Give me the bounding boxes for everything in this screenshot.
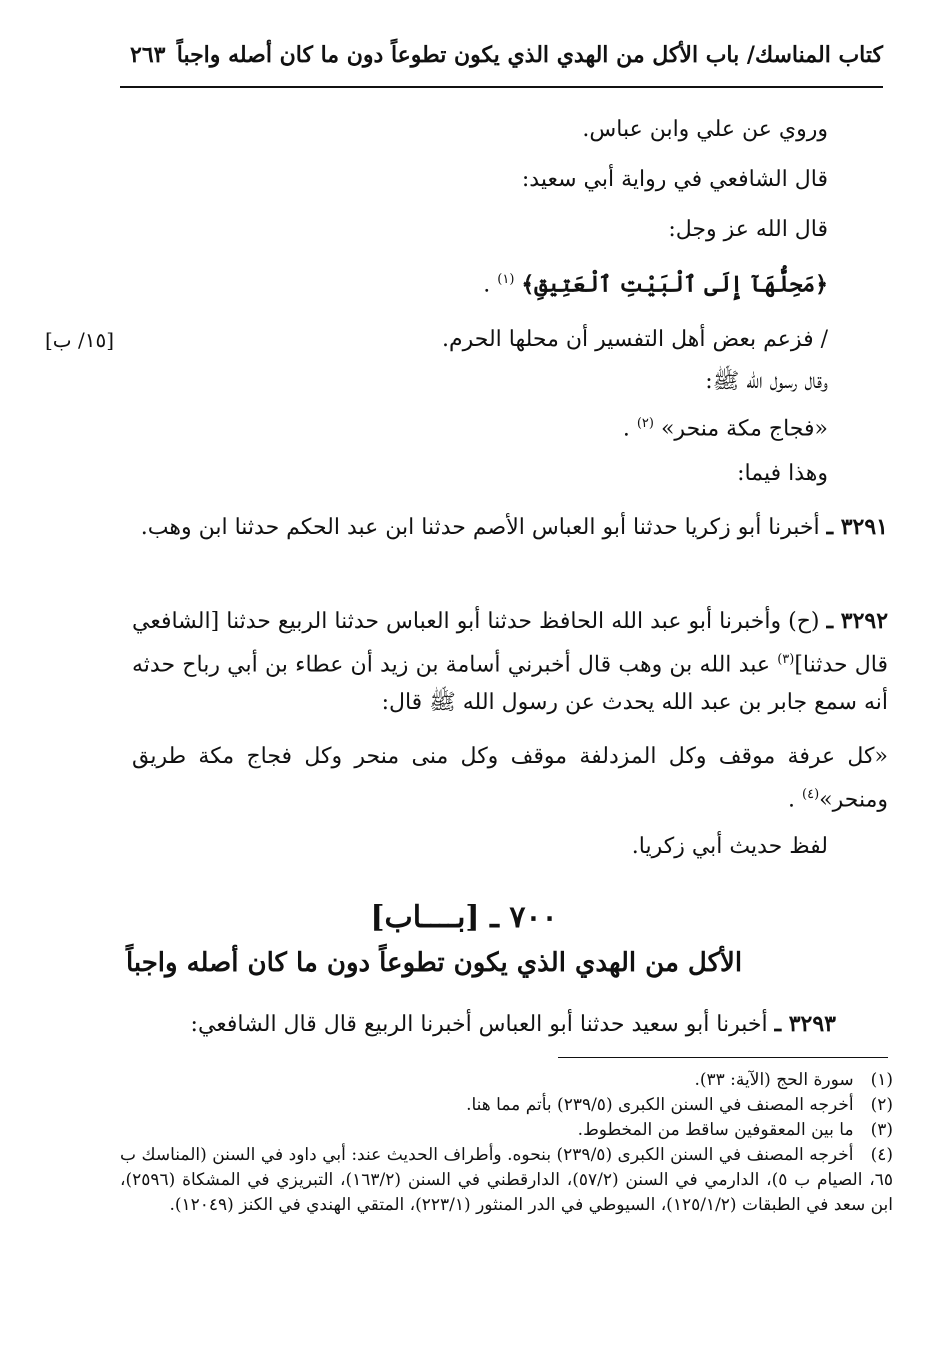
footnote-ref: (٣) xyxy=(777,652,795,667)
chapter-number: ٧٠٠ ـ [بــــاب] xyxy=(370,900,558,935)
footnote-text: ما بين المعقوفين ساقط من المخطوط. xyxy=(577,1120,854,1140)
footnotes xyxy=(120,1068,893,1218)
hadith-text: (ح) وأخبرنا أبو عبد الله الحافظ حدثنا أبو العباس حدثنا الربيع حدثنا [الشافعي قال حدثنا] xyxy=(132,609,888,678)
body-line: قال الله عز وجل: xyxy=(668,217,828,242)
body-line: وروي عن علي وابن عباس. xyxy=(582,117,828,142)
hadith-3293 xyxy=(132,1005,836,1044)
footnote-text: أخرجه المصنف في السنن الكبرى (٢٣٩/٥) بنحوه. وأطراف الحديث عند: أبي داود في السنن (المناسك ب ٦٥، الصيام ب ٥)، الدارمي في السنن (٥٧/٢)، الدارقطني في السنن (١٦٣/٢)، التبريزي في المشكاة (٢٥٩٦)، ابن سعد في الطبقات (١٢٥/١/٢)، السيوطي في الدر المنثور (٢٢٣/١)، المتقي الهندي في الكنز (١٢٠٤٩). xyxy=(120,1145,893,1215)
quran-verse: ﴿مَحِلُّهَآ إِلَى ٱلْبَيْتِ ٱلْعَتِيقِ﴾ xyxy=(521,271,828,298)
hadith-number: ٣٢٩٣ ـ xyxy=(774,1011,836,1037)
hadith-quote: «فجاج مكة منحر» xyxy=(660,416,828,442)
footnote xyxy=(120,1143,893,1218)
footnote-ref: (٤) xyxy=(802,787,820,802)
hadith-quote-block xyxy=(132,738,888,819)
footnote-text: سورة الحج (الآية: ٣٣). xyxy=(694,1070,854,1090)
hadith-quote-line xyxy=(623,407,828,446)
footnote-text: أخرجه المصنف في السنن الكبرى (٢٣٩/٥) بأتم مما هنا. xyxy=(466,1095,854,1115)
hadith-number: ٣٢٩٢ ـ xyxy=(826,608,889,634)
footnote-divider xyxy=(558,1057,888,1058)
hadith-3291 xyxy=(132,508,888,547)
hadith-3292 xyxy=(132,602,888,722)
punctuation: . xyxy=(483,272,491,298)
hadith-number: ٣٢٩١ ـ xyxy=(826,514,888,540)
body-line: / فزعم بعض أهل التفسير أن محلها الحرم. xyxy=(442,327,828,352)
hadith-text: أخبرنا أبو زكريا حدثنا أبو العباس الأصم حدثنا ابن عبد الحكم حدثنا ابن وهب. xyxy=(140,515,820,540)
body-line: قال الشافعي في رواية أبي سعيد: xyxy=(521,167,828,192)
footnote-number: (١) xyxy=(870,1070,893,1090)
hadith-text: عبد الله بن وهب قال أخبرني أسامة بن زيد أن عطاء بن أبي رباح حدثه أنه سمع جابر بن عبد الله يحدث عن رسول الله ﷺ قال: xyxy=(132,652,888,716)
punctuation: . xyxy=(788,787,795,813)
body-line: لفظ حديث أبي زكريا. xyxy=(631,834,828,859)
body-line: وقال رسول الله ﷺ: xyxy=(705,369,828,394)
punctuation: . xyxy=(622,416,630,442)
hadith-text: أخبرنا أبو سعيد حدثنا أبو العباس أخبرنا الربيع قال قال الشافعي: xyxy=(190,1012,768,1037)
footnote xyxy=(120,1118,893,1143)
hadith-quote: «كل عرفة موقف وكل المزدلفة موقف وكل منى منحر وكل فجاج مكة طريق ومنحر» xyxy=(132,744,888,813)
footnote xyxy=(120,1093,893,1118)
page-number: ٢٦٣ xyxy=(130,42,166,68)
footnote-ref: (١) xyxy=(497,272,515,287)
footnote xyxy=(120,1068,893,1093)
footnote-number: (٣) xyxy=(870,1120,893,1140)
chapter-title: الأكل من الهدي الذي يكون تطوعاً دون ما كان أصله واجباً xyxy=(125,948,743,978)
quran-verse-line xyxy=(483,263,828,302)
footnote-number: (٢) xyxy=(870,1095,893,1115)
running-header xyxy=(120,38,883,88)
body-line: وهذا فيما: xyxy=(737,461,828,486)
footnote-ref: (٢) xyxy=(636,416,654,431)
header-title: كتاب المناسك/ باب الأكل من الهدي الذي يكون تطوعاً دون ما كان أصله واجباً xyxy=(176,42,883,68)
manuscript-folio-ref: [١٥/ ب] xyxy=(45,328,115,352)
footnote-number: (٤) xyxy=(870,1145,893,1165)
